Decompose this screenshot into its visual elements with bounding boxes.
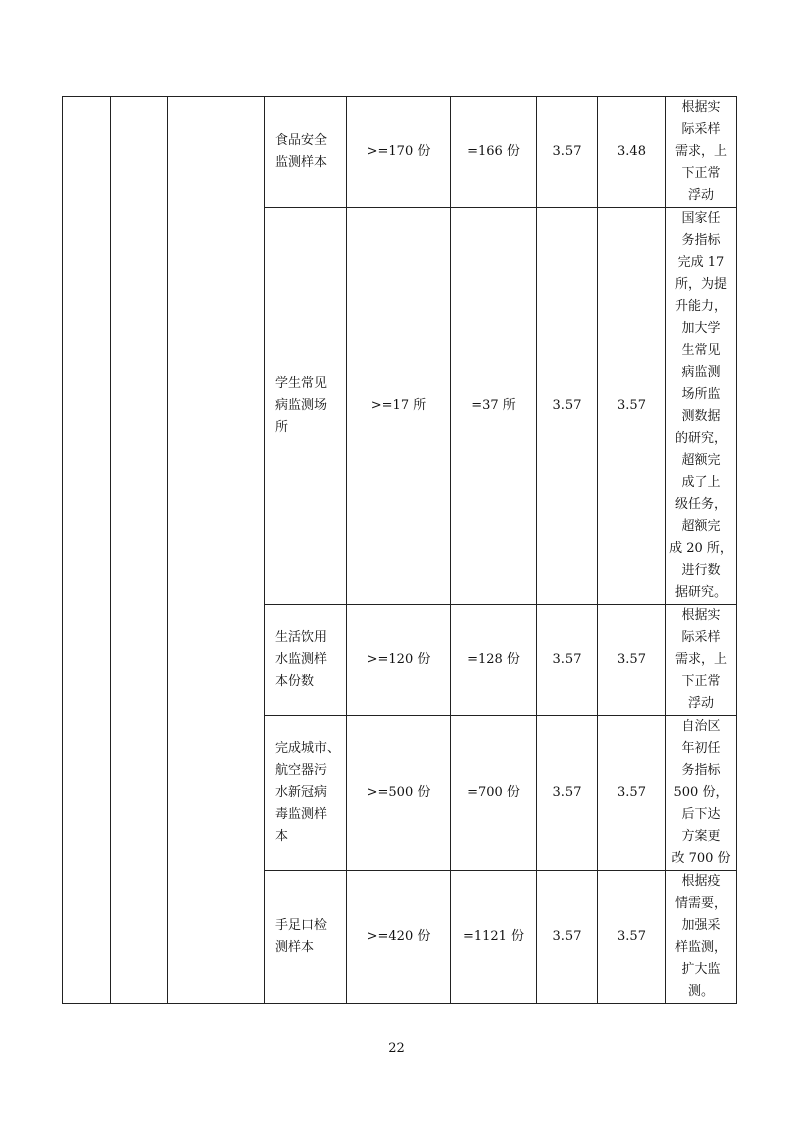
actual-cell: =37 所 — [451, 208, 537, 605]
target-cell: >=17 所 — [347, 208, 451, 605]
indicator-cell: 手足口检 测样本 — [265, 871, 347, 1004]
actual-cell: =1121 份 — [451, 871, 537, 1004]
weight-cell: 3.57 — [537, 716, 598, 871]
note-cell: 自治区 年初任 务指标 500 份， 后下达 方案更 改 700 份 — [666, 716, 737, 871]
score-cell: 3.57 — [598, 716, 666, 871]
merged-cell-level3 — [168, 97, 265, 1004]
indicator-cell: 完成城市、 航空器污 水新冠病 毒监测样 本 — [265, 716, 347, 871]
table-row — [63, 97, 737, 208]
score-cell: 3.48 — [598, 97, 666, 208]
page-number: 22 — [388, 1041, 405, 1056]
note-cell: 根据实 际采样 需求，上 下正常 浮动 — [666, 605, 737, 716]
weight-cell: 3.57 — [537, 97, 598, 208]
score-cell: 3.57 — [598, 605, 666, 716]
score-cell: 3.57 — [598, 208, 666, 605]
actual-cell: =128 份 — [451, 605, 537, 716]
weight-cell: 3.57 — [537, 208, 598, 605]
score-cell: 3.57 — [598, 871, 666, 1004]
indicator-cell: 食品安全 监测样本 — [265, 97, 347, 208]
merged-cell-level2 — [111, 97, 168, 1004]
target-cell: >=120 份 — [347, 605, 451, 716]
note-cell: 根据疫 情需要， 加强采 样监测， 扩大监 测。 — [666, 871, 737, 1004]
actual-cell: =166 份 — [451, 97, 537, 208]
target-cell: >=420 份 — [347, 871, 451, 1004]
target-cell: >=500 份 — [347, 716, 451, 871]
indicator-cell: 生活饮用 水监测样 本份数 — [265, 605, 347, 716]
note-cell: 国家任 务指标 完成 17 所，为提 升能力， 加大学 生常见 病监测 场所监 测数据 的研究， 超额完 成了上 级任务， 超额完 成 20 所， 进行数 据研究。 — [666, 208, 737, 605]
indicator-cell: 学生常见 病监测场 所 — [265, 208, 347, 605]
note-cell: 根据实 际采样 需求，上 下正常 浮动 — [666, 97, 737, 208]
weight-cell: 3.57 — [537, 871, 598, 1004]
actual-cell: =700 份 — [451, 716, 537, 871]
target-cell: >=170 份 — [347, 97, 451, 208]
performance-table — [62, 96, 737, 1004]
merged-cell-level1 — [63, 97, 111, 1004]
weight-cell: 3.57 — [537, 605, 598, 716]
